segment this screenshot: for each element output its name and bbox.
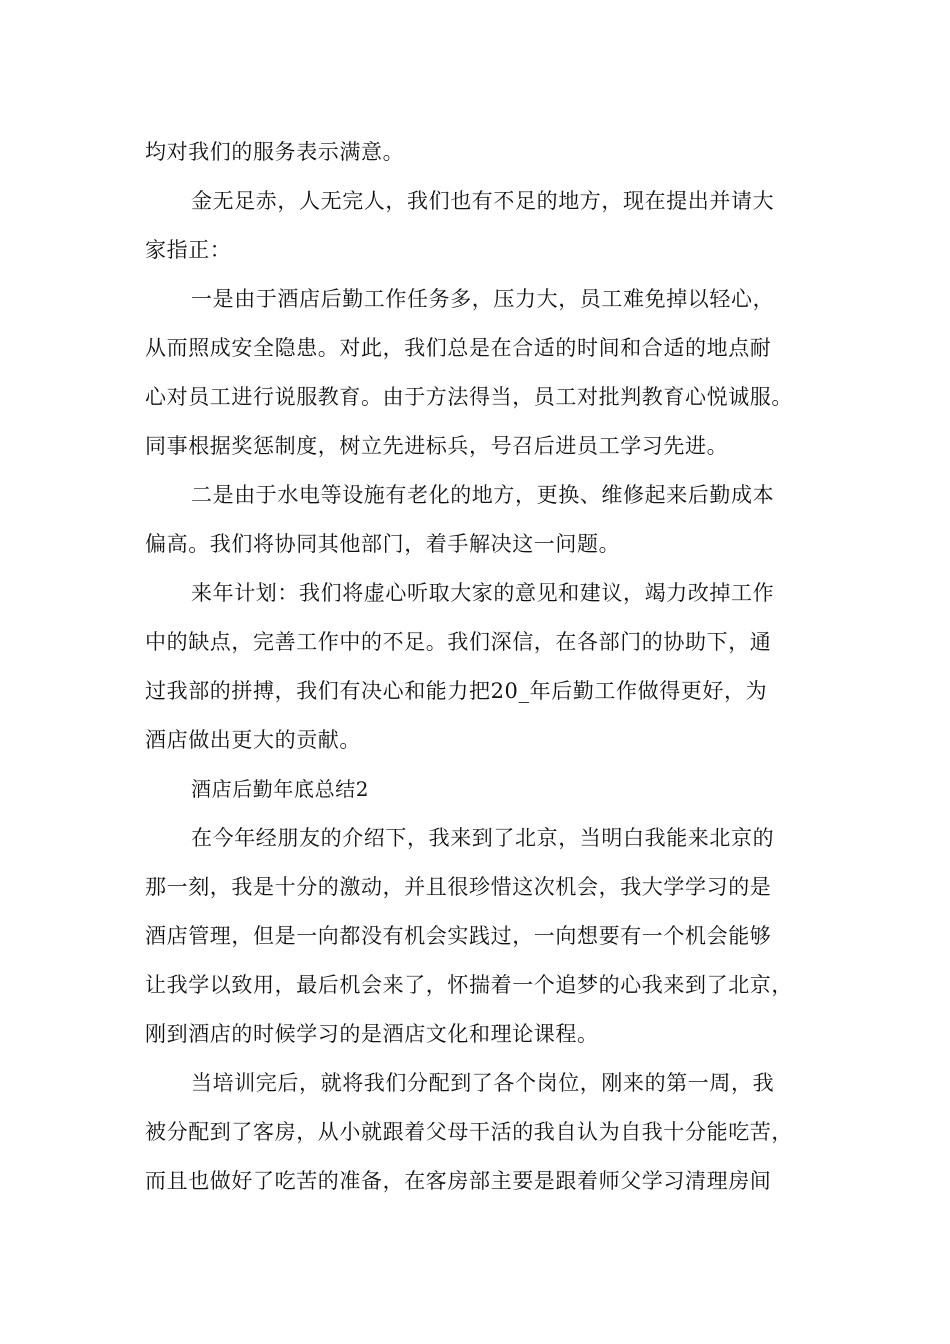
paragraph — [145, 471, 835, 569]
text-line: 心对员工进行说服教育。由于方法得当，员工对批判教育心悦诚服。 — [145, 385, 793, 409]
section-heading — [145, 765, 835, 814]
text-line: 过我部的拼搏，我们有决心和能力把20_年后勤工作做得更好，为 — [145, 679, 768, 703]
text-line: 金无足赤，人无完人，我们也有不足的地方，现在提出并请大 — [191, 189, 775, 213]
text-line: 酒店管理，但是一向都没有机会实践过，一向想要有一个机会能够 — [145, 924, 772, 948]
paragraph — [145, 814, 835, 1059]
text-line: 家指正： — [145, 238, 232, 262]
text-line: 在今年经朋友的介绍下，我来到了北京，当明白我能来北京的 — [191, 826, 775, 850]
text-line: 酒店后勤年底总结2 — [191, 777, 370, 801]
document-body — [145, 128, 835, 1206]
text-line: 二是由于水电等设施有老化的地方，更换、维修起来后勤成本 — [191, 483, 775, 507]
text-line: 酒店做出更大的贡献。 — [145, 728, 361, 752]
paragraph — [145, 569, 835, 765]
paragraph — [145, 275, 835, 471]
text-line: 中的缺点，完善工作中的不足。我们深信，在各部门的协助下，通 — [145, 630, 772, 654]
text-line: 从而照成安全隐患。对此，我们总是在合适的时间和合适的地点耐 — [145, 336, 772, 360]
text-line: 而且也做好了吃苦的准备，在客房部主要是跟着师父学习清理房间 — [145, 1169, 772, 1193]
text-line: 让我学以致用，最后机会来了，怀揣着一个追梦的心我来到了北京， — [145, 973, 793, 997]
text-line: 均对我们的服务表示满意。 — [145, 140, 405, 164]
text-line: 刚到酒店的时候学习的是酒店文化和理论课程。 — [145, 1022, 599, 1046]
text-line: 一是由于酒店后勤工作任务多，压力大，员工难免掉以轻心， — [191, 287, 775, 311]
text-line: 那一刻，我是十分的激动，并且很珍惜这次机会，我大学学习的是 — [145, 875, 772, 899]
paragraph — [145, 128, 835, 177]
paragraph — [145, 1059, 835, 1206]
paragraph — [145, 177, 835, 275]
text-line: 偏高。我们将协同其他部门，着手解决这一问题。 — [145, 532, 621, 556]
text-line: 被分配到了客房，从小就跟着父母干活的我自认为自我十分能吃苦， — [145, 1120, 793, 1144]
text-line: 来年计划：我们将虚心听取大家的意见和建议，竭力改掉工作 — [191, 581, 775, 605]
text-line: 当培训完后，就将我们分配到了各个岗位，刚来的第一周，我 — [191, 1071, 775, 1095]
text-line: 同事根据奖惩制度，树立先进标兵，号召后进员工学习先进。 — [145, 434, 729, 458]
